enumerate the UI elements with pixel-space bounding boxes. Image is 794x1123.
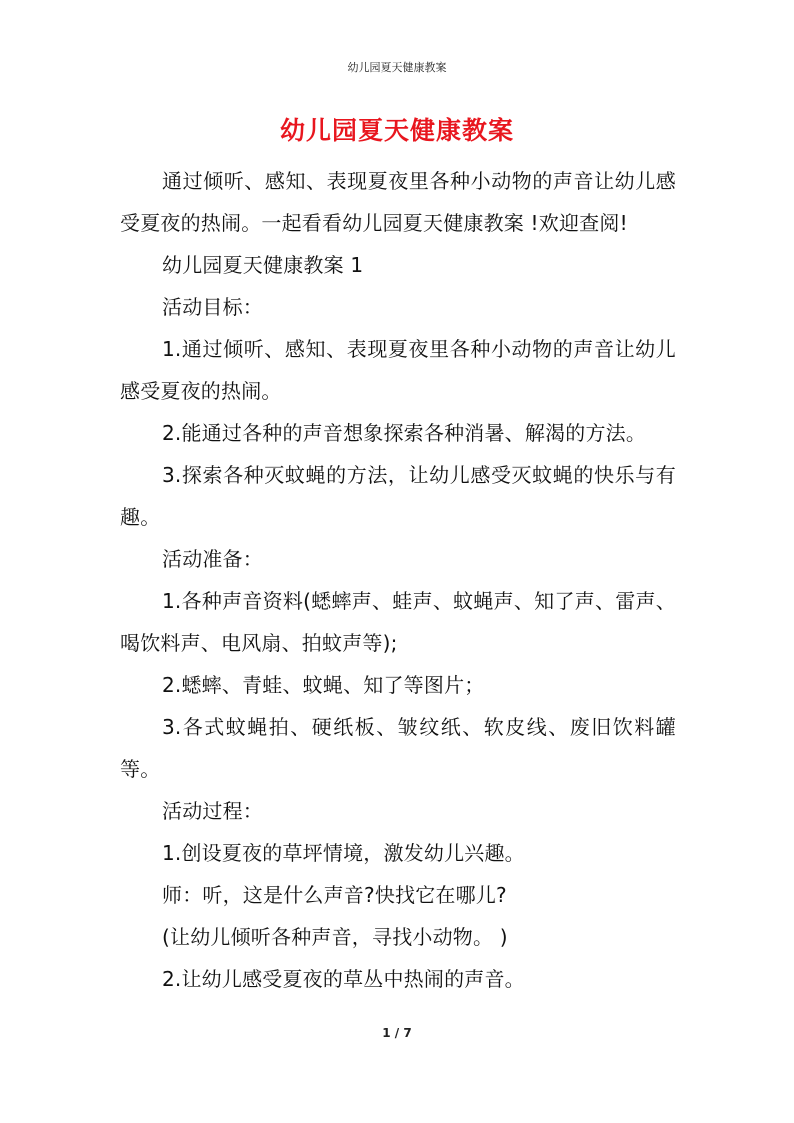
goal-item-1: 1.通过倾听、感知、表现夏夜里各种小动物的声音让幼儿感受夏夜的热闹。 <box>120 337 676 403</box>
process-item-1: 1.创设夏夜的草坪情境，激发幼儿兴趣。 <box>162 841 525 865</box>
teacher-dialogue: 师：听，这是什么声音?快找它在哪儿? <box>162 883 507 907</box>
running-header: 幼儿园夏天健康教案 <box>347 61 447 74</box>
page-number: 1 / 7 <box>382 1026 412 1040</box>
intro-paragraph: 通过倾听、感知、表现夏夜里各种小动物的声音让幼儿感受夏夜的热闹。一起看看幼儿园夏天健康教案 !欢迎查阅! <box>120 169 676 235</box>
section-heading: 幼儿园夏天健康教案 1 <box>162 253 364 277</box>
preparation-item-2: 2.蟋蟀、青蛙、蚊蝇、知了等图片； <box>162 673 485 697</box>
preparation-heading: 活动准备： <box>162 547 263 571</box>
preparation-item-1: 1.各种声音资料(蟋蟀声、蛙声、蚊蝇声、知了声、雷声、喝饮料声、电风扇、拍蚊声等); <box>120 589 676 655</box>
process-note: (让幼儿倾听各种声音，寻找小动物。 ) <box>162 925 508 949</box>
goal-item-2: 2.能通过各种的声音想象探索各种消暑、解渴的方法。 <box>162 421 647 445</box>
document-body <box>120 160 676 1000</box>
process-heading: 活动过程： <box>162 799 263 823</box>
document-title: 幼儿园夏天健康教案 <box>279 116 514 145</box>
preparation-item-3: 3.各式蚊蝇拍、硬纸板、皱纹纸、软皮线、废旧饮料罐等。 <box>120 715 676 781</box>
goals-heading: 活动目标： <box>162 295 263 319</box>
process-item-2: 2.让幼儿感受夏夜的草丛中热闹的声音。 <box>162 967 525 991</box>
goal-item-3: 3.探索各种灭蚊蝇的方法，让幼儿感受灭蚊蝇的快乐与有趣。 <box>120 463 676 529</box>
